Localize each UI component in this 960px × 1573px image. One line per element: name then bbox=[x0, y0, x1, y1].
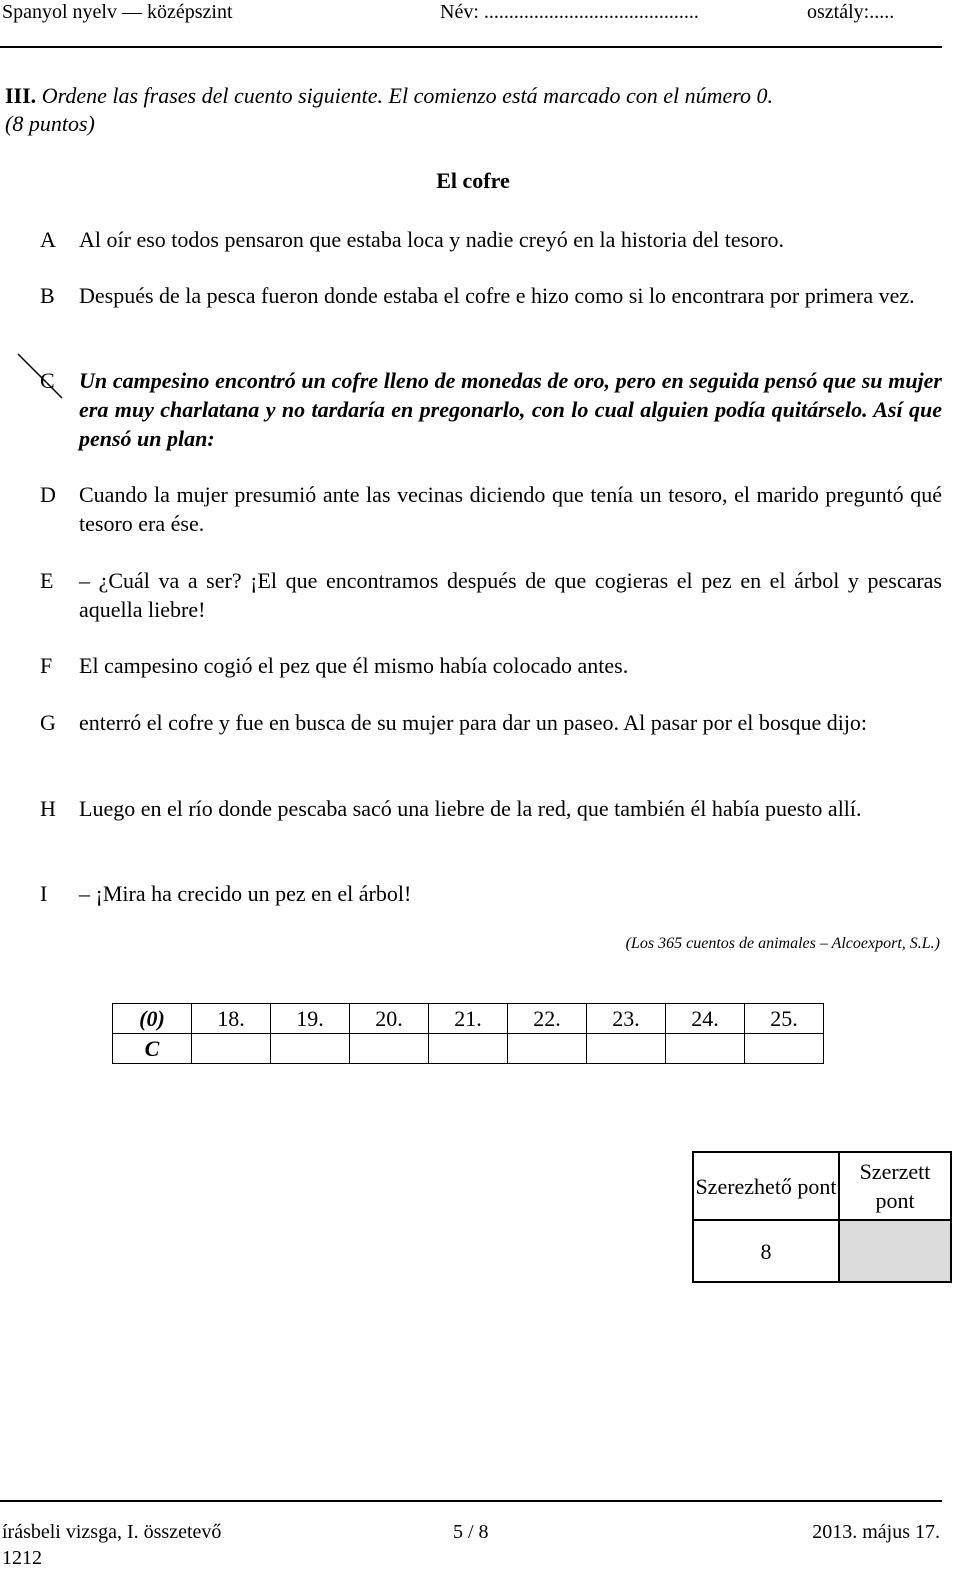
item-letter: A bbox=[40, 227, 56, 252]
answer-row bbox=[113, 1034, 824, 1064]
item-letter: F bbox=[40, 653, 53, 678]
item-text: Al oír eso todos pensaron que estaba loca y nadie creyó en la historia del tesoro. bbox=[79, 227, 784, 252]
item-text: Después de la pesca fueron donde estaba el cofre e hizo como si lo encontrara por primera vez. bbox=[79, 283, 915, 308]
item-letter: B bbox=[40, 283, 55, 308]
footer-code: 1212 bbox=[2, 1547, 42, 1569]
item-text: – ¿Cuál va a ser? ¡El que encontramos después de que cogieras el pez en el árbol y pescaras aquella liebre! bbox=[79, 568, 942, 622]
item-letter: G bbox=[40, 710, 56, 735]
answer-header-cell: 21. bbox=[429, 1004, 508, 1034]
answer-cell-21[interactable] bbox=[429, 1034, 508, 1064]
answer-header-cell: 24. bbox=[666, 1004, 745, 1034]
answer-cell-25[interactable] bbox=[745, 1034, 824, 1064]
story-title: El cofre bbox=[436, 168, 510, 193]
answer-header-cell: 20. bbox=[350, 1004, 429, 1034]
answer-cell-22[interactable] bbox=[508, 1034, 587, 1064]
footer-page-number: 5 / 8 bbox=[453, 1521, 489, 1543]
footer-date: 2013. május 17. bbox=[812, 1521, 940, 1543]
header-name-field: Név: ........................................... bbox=[440, 1, 699, 23]
item-letter: H bbox=[40, 796, 56, 821]
answer-header-cell: 18. bbox=[192, 1004, 271, 1034]
answer-table bbox=[112, 1003, 824, 1064]
item-text: El campesino cogió el pez que él mismo había colocado antes. bbox=[79, 653, 629, 678]
item-letter: D bbox=[40, 482, 56, 507]
task-text: Ordene las frases del cuento siguiente. El comienzo está marcado con el número 0. bbox=[41, 83, 774, 108]
footer-exam: írásbeli vizsga, I. összetevő bbox=[2, 1521, 222, 1543]
answer-cell-example: C bbox=[113, 1034, 192, 1064]
answer-header-cell: 23. bbox=[587, 1004, 666, 1034]
answer-cell-18[interactable] bbox=[192, 1034, 271, 1064]
answer-header-row bbox=[113, 1004, 824, 1034]
answer-cell-23[interactable] bbox=[587, 1034, 666, 1064]
score-table bbox=[692, 1151, 952, 1283]
item-text: Luego en el río donde pescaba sacó una liebre de la red, que también él había puesto allí. bbox=[79, 796, 862, 821]
item-text: Un campesino encontró un cofre lleno de monedas de oro, pero en seguida pensó que su mujer era muy charlatana y no tardaría en pregonarlo, con lo cual alguien podía quitárselo. Así que pensó un plan: bbox=[79, 368, 942, 451]
answer-cell-24[interactable] bbox=[666, 1034, 745, 1064]
header-subject: Spanyol nyelv — középszint bbox=[2, 1, 233, 23]
score-value-row bbox=[693, 1220, 951, 1282]
footer-divider bbox=[0, 1500, 942, 1502]
answer-header-cell: 19. bbox=[271, 1004, 350, 1034]
max-points-label: Szerezhető pont bbox=[693, 1152, 839, 1220]
earned-points-label: Szerzett pont bbox=[839, 1152, 951, 1220]
answer-header-cell: 25. bbox=[745, 1004, 824, 1034]
header-divider bbox=[0, 46, 942, 48]
score-header-row bbox=[693, 1152, 951, 1220]
item-letter: C bbox=[40, 368, 55, 393]
item-text: Cuando la mujer presumió ante las vecinas diciendo que tenía un tesoro, el marido preguntó qué tesoro era ése. bbox=[79, 482, 942, 536]
story-source: (Los 365 cuentos de animales – Alcoexport, S.L.) bbox=[625, 935, 940, 952]
earned-points-value[interactable] bbox=[839, 1220, 951, 1282]
task-points: (8 puntos) bbox=[5, 111, 95, 136]
item-letter: I bbox=[40, 881, 48, 906]
item-text: enterró el cofre y fue en busca de su mujer para dar un paseo. Al pasar por el bosque dijo: bbox=[79, 710, 868, 735]
crossed-out-mark bbox=[16, 352, 64, 400]
answer-header-cell: (0) bbox=[113, 1004, 192, 1034]
header-class-field: osztály:..... bbox=[807, 1, 895, 23]
item-letter: E bbox=[40, 568, 54, 593]
task-instruction bbox=[5, 82, 940, 138]
item-text: – ¡Mira ha crecido un pez en el árbol! bbox=[79, 881, 412, 906]
answer-header-cell: 22. bbox=[508, 1004, 587, 1034]
answer-cell-19[interactable] bbox=[271, 1034, 350, 1064]
task-number: III. bbox=[5, 83, 37, 108]
answer-cell-20[interactable] bbox=[350, 1034, 429, 1064]
max-points-value: 8 bbox=[693, 1220, 839, 1282]
